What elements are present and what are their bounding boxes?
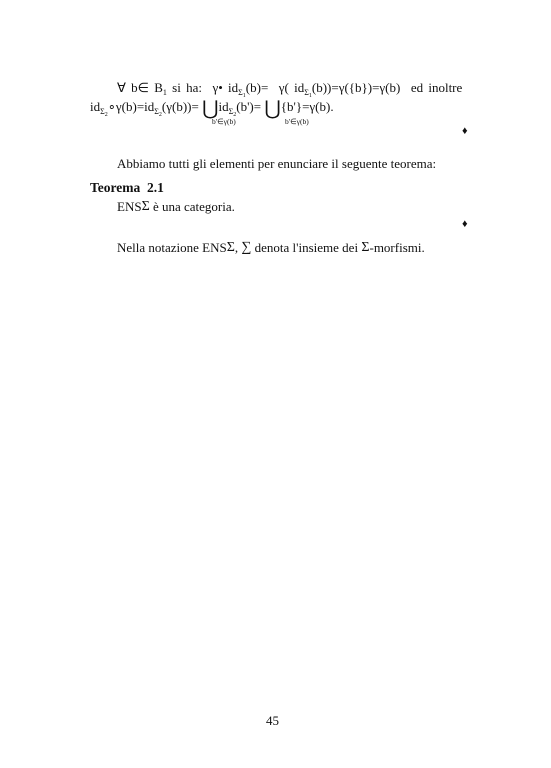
expression: (b')= — [236, 99, 262, 114]
end-of-proof-diamond: ♦ — [462, 218, 468, 230]
end-of-proof-diamond: ♦ — [462, 125, 468, 137]
notation-text: -morfismi. — [369, 240, 425, 255]
theorem-body — [117, 199, 235, 215]
gamma-compose: γ• — [212, 80, 223, 95]
identity-symbol: id — [228, 80, 239, 95]
subscript-sigma: Σ1 — [304, 88, 312, 99]
page-number: 45 — [266, 713, 279, 728]
expression: ∘γ(b)=id — [107, 99, 155, 114]
notation-sentence — [117, 240, 425, 256]
union-index-2: b'∈γ(b) — [285, 117, 309, 126]
sigma-symbol: Σ — [226, 240, 235, 255]
sigma-symbol: Σ — [361, 240, 370, 255]
notation-text: denota l'insieme dei — [251, 240, 362, 255]
subscript-sigma: Σ2 — [228, 107, 237, 118]
notation-text: Nella notazione ENS — [117, 240, 227, 255]
union-symbol: ⋃ — [202, 98, 219, 120]
subscript-sigma: Σ1 — [238, 88, 246, 99]
identity-symbol: id — [90, 99, 101, 114]
sigma-symbol: Σ — [141, 199, 150, 214]
var-b-in-B: b∈ B — [131, 80, 163, 95]
intro-sentence: Abbiamo tutti gli elementi per enunciare il seguente teorema: — [117, 156, 437, 171]
forall-symbol: ∀ — [117, 80, 126, 95]
expression: (b))=γ({b})=γ(b) — [311, 80, 401, 95]
text-si-ha: si ha: — [172, 80, 202, 95]
expression: (γ(b))= — [161, 99, 199, 114]
expression: γ( id — [278, 80, 305, 95]
subscript-sigma: Σ2 — [154, 107, 162, 118]
union-symbol: ⋃ — [264, 98, 281, 120]
theorem-rest: è una categoria. — [149, 199, 235, 214]
expression: {b'}=γ(b). — [280, 99, 334, 114]
union-index-1: b'∈γ(b) — [212, 117, 236, 126]
notation-text: , — [234, 240, 242, 255]
summation-symbol: ∑ — [241, 240, 252, 255]
subscript-sigma: Σ2 — [100, 107, 108, 118]
formula-line-1 — [117, 80, 462, 99]
ens-text: ENS — [117, 199, 142, 214]
formula-line-2 — [90, 99, 334, 118]
expression: (b)= — [245, 80, 269, 95]
subscript: 1 — [162, 88, 167, 97]
identity-symbol: id — [218, 99, 229, 114]
theorem-heading: Teorema 2.1 — [90, 180, 164, 195]
text-ed-inoltre: ed inoltre — [410, 80, 463, 95]
